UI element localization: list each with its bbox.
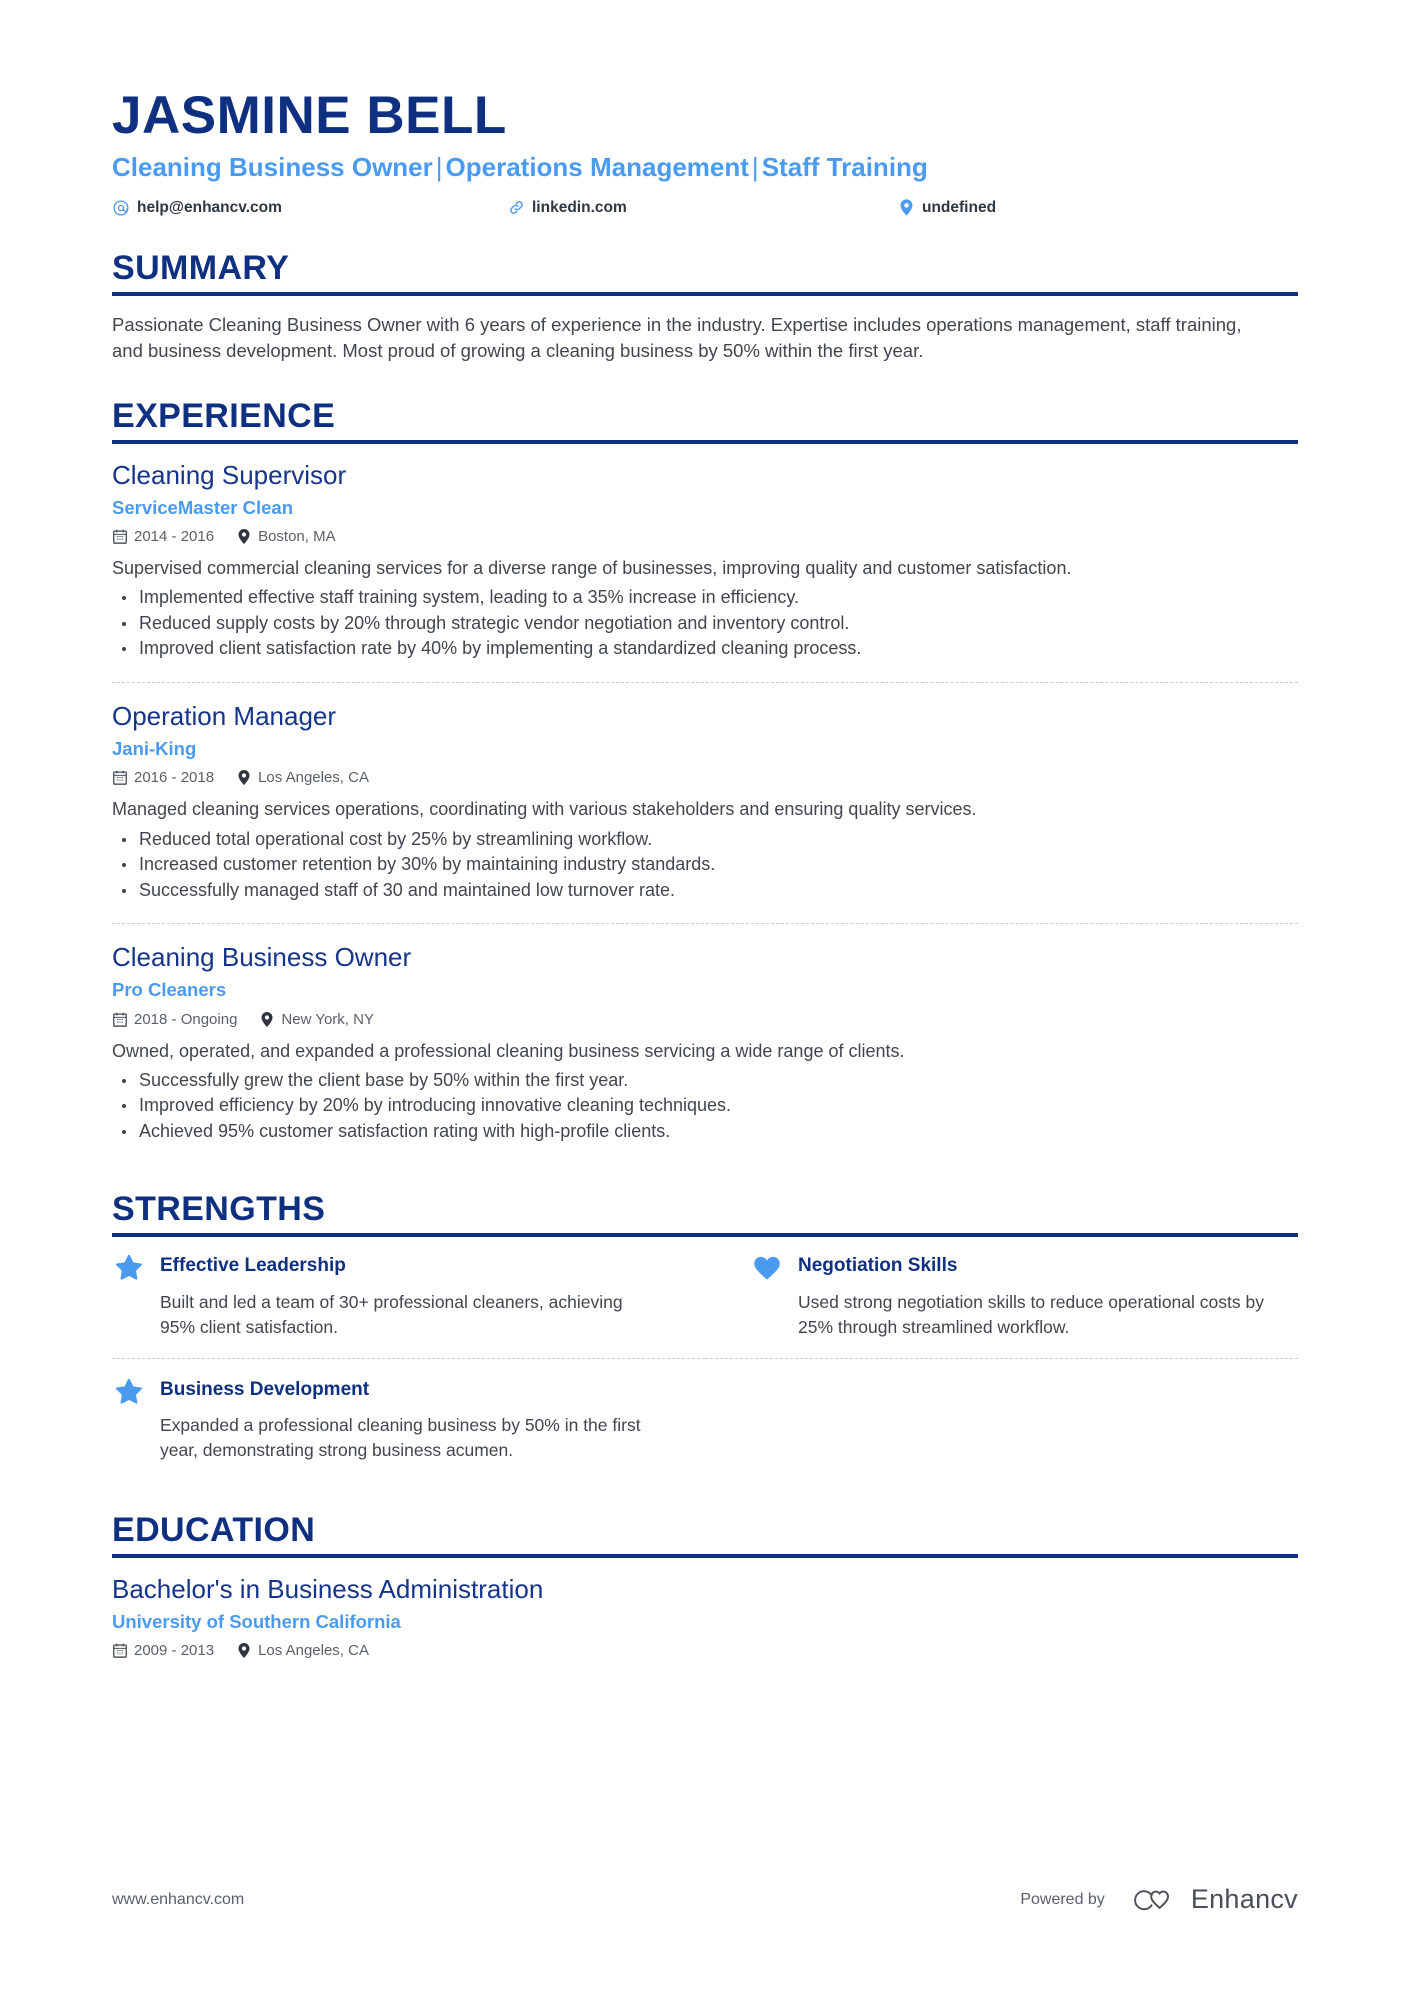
- heart-icon: [750, 1253, 784, 1283]
- strength-description: Expanded a professional cleaning business by 50% in the first year, demonstrating strong business acumen.: [160, 1415, 641, 1461]
- experience-rule: [112, 440, 1298, 444]
- experience-bullets: [112, 1068, 1298, 1145]
- enhancv-logo-icon: [1127, 1885, 1179, 1915]
- experience-bullet: Successfully grew the client base by 50% within the first year.: [112, 1068, 1298, 1094]
- education-degree: Bachelor's in Business Administration: [112, 1573, 544, 1604]
- powered-by-label: Powered by: [1020, 1890, 1105, 1908]
- experience-dates-value: 2018 - Ongoing: [134, 1010, 238, 1028]
- experience-dates: [112, 528, 214, 545]
- strength-description: Built and led a team of 30+ professional cleaners, achieving 95% client satisfaction.: [160, 1291, 623, 1337]
- strength-item: [705, 1253, 1298, 1355]
- contact-email[interactable]: [112, 199, 507, 217]
- experience-bullets: [112, 827, 1298, 904]
- summary-text: Passionate Cleaning Business Owner with 6 years of experience in the industry. Expertise includes operations management, staff training, and business development. Most proud of growing a cleaning business by 50% within the first year.: [112, 313, 1242, 362]
- education-location: [236, 1642, 369, 1659]
- contact-row: [112, 199, 1298, 217]
- experience-dates-value: 2014 - 2016: [134, 528, 215, 546]
- experience-dates: [112, 769, 214, 786]
- strengths-grid: [112, 1253, 1298, 1479]
- education-location-value: Los Angeles, CA: [258, 1642, 369, 1660]
- section-strengths: [112, 1192, 1298, 1479]
- footer-branding: [1020, 1884, 1298, 1915]
- strength-item: [112, 1253, 705, 1355]
- experience-description: Owned, operated, and expanded a professional cleaning business servicing a wide range of clients.: [112, 1040, 905, 1061]
- location-pin-icon: [236, 529, 251, 545]
- experience-location: [236, 769, 369, 786]
- candidate-headline: [112, 152, 1298, 183]
- experience-entry: [112, 682, 1298, 917]
- headline-part-3: Staff Training: [761, 151, 928, 182]
- education-body: [112, 1574, 1298, 1684]
- star-icon: [112, 1253, 146, 1283]
- strengths-heading: STRENGTHS: [112, 1190, 326, 1229]
- location-pin-icon: [236, 770, 251, 786]
- headline-part-2: Operations Management: [445, 151, 749, 182]
- headline-separator-1: |: [435, 151, 443, 182]
- experience-meta: [112, 1011, 1298, 1028]
- experience-meta: [112, 769, 1298, 786]
- experience-location-value: Los Angeles, CA: [258, 769, 369, 787]
- link-icon: [507, 199, 525, 217]
- experience-location: [259, 1011, 374, 1028]
- location-pin-icon: [236, 1643, 251, 1659]
- experience-bullet: Increased customer retention by 30% by maintaining industry standards.: [112, 852, 1298, 878]
- calendar-icon: [112, 1011, 127, 1027]
- education-rule: [112, 1554, 1298, 1558]
- experience-bullet: Implemented effective staff training system, leading to a 35% increase in efficiency.: [112, 585, 1298, 611]
- education-entry: [112, 1574, 1298, 1684]
- experience-meta: [112, 528, 1298, 545]
- resume-header: [112, 0, 1298, 217]
- experience-location-value: New York, NY: [281, 1010, 374, 1028]
- star-icon: [112, 1377, 146, 1407]
- contact-linkedin-value: linkedin.com: [532, 198, 627, 216]
- experience-bullet: Successfully managed staff of 30 and maintained low turnover rate.: [112, 878, 1298, 904]
- summary-rule: [112, 292, 1298, 296]
- strength-description: Used strong negotiation skills to reduce operational costs by 25% through streamlined workflow.: [798, 1291, 1264, 1337]
- calendar-icon: [112, 770, 127, 786]
- contact-linkedin[interactable]: [507, 199, 897, 217]
- page-footer: [112, 1884, 1298, 1915]
- experience-body: [112, 460, 1298, 1159]
- education-dates: [112, 1642, 214, 1659]
- education-heading: EDUCATION: [112, 1511, 316, 1550]
- experience-job-title: Cleaning Business Owner: [112, 942, 412, 973]
- experience-entry: [112, 460, 1298, 676]
- location-pin-icon: [897, 199, 915, 217]
- footer-website-url[interactable]: www.enhancv.com: [112, 1890, 245, 1908]
- experience-description: Supervised commercial cleaning services for a diverse range of businesses, improving quality and customer satisfaction.: [112, 558, 1072, 579]
- candidate-name: JASMINE BELL: [112, 86, 507, 145]
- experience-description: Managed cleaning services operations, coordinating with various stakeholders and ensuring quality services.: [112, 799, 977, 820]
- experience-dates: [112, 1011, 237, 1028]
- experience-entry: [112, 923, 1298, 1158]
- experience-job-title: Operation Manager: [112, 701, 337, 732]
- enhancv-brand-name: Enhancv: [1190, 1884, 1298, 1914]
- strengths-rule: [112, 1233, 1298, 1237]
- strengths-body: [112, 1253, 1298, 1479]
- experience-dates-value: 2016 - 2018: [134, 769, 215, 787]
- education-meta: [112, 1642, 1298, 1659]
- contact-location-value: undefined: [922, 198, 997, 216]
- contact-email-value: help@enhancv.com: [137, 198, 282, 216]
- education-school: University of Southern California: [112, 1610, 401, 1632]
- experience-bullet: Reduced total operational cost by 25% by streamlining workflow.: [112, 827, 1298, 853]
- experience-heading: EXPERIENCE: [112, 397, 336, 436]
- section-summary: [112, 248, 1298, 365]
- summary-heading: SUMMARY: [112, 248, 290, 287]
- experience-bullet: Improved efficiency by 20% by introducing innovative cleaning techniques.: [112, 1093, 1298, 1119]
- at-icon: [112, 199, 130, 217]
- calendar-icon: [112, 529, 127, 545]
- strength-item-empty: [705, 1358, 1298, 1479]
- experience-bullet: Reduced supply costs by 20% through strategic vendor negotiation and inventory control.: [112, 611, 1298, 637]
- experience-company: ServiceMaster Clean: [112, 497, 293, 519]
- headline-separator-2: |: [751, 151, 759, 182]
- experience-bullet: Improved client satisfaction rate by 40% by implementing a standardized cleaning process.: [112, 636, 1298, 662]
- experience-bullet: Achieved 95% customer satisfaction rating with high-profile clients.: [112, 1119, 1298, 1145]
- location-pin-icon: [259, 1011, 274, 1027]
- enhancv-brand: [1127, 1884, 1298, 1915]
- experience-bullets: [112, 585, 1298, 662]
- strength-title: Effective Leadership: [160, 1255, 346, 1277]
- headline-part-1: Cleaning Business Owner: [112, 151, 433, 182]
- calendar-icon: [112, 1643, 127, 1659]
- experience-company: Pro Cleaners: [112, 979, 227, 1001]
- contact-location[interactable]: [897, 199, 996, 217]
- education-dates-value: 2009 - 2013: [134, 1642, 215, 1660]
- section-education: [112, 1513, 1298, 1684]
- experience-company: Jani-King: [112, 738, 197, 760]
- strength-title: Business Development: [160, 1378, 370, 1400]
- section-experience: [112, 399, 1298, 1158]
- strength-item: [112, 1358, 705, 1479]
- experience-location: [236, 528, 336, 545]
- strength-title: Negotiation Skills: [798, 1255, 958, 1277]
- experience-job-title: Cleaning Supervisor: [112, 459, 347, 490]
- summary-body: [112, 312, 1298, 366]
- experience-location-value: Boston, MA: [258, 528, 336, 546]
